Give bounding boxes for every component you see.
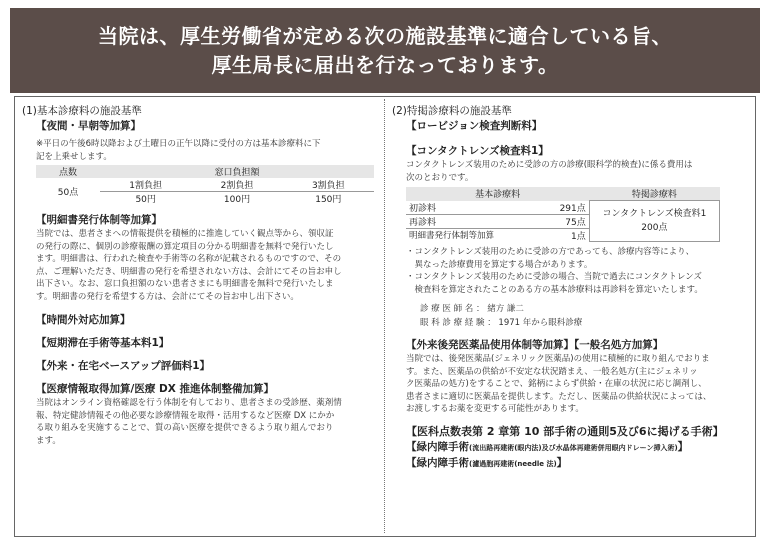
generic-line: す。また、医薬品の供給が不安定な状況踏まえ、一般名処方(主にジェネリッ <box>406 366 698 377</box>
surgery-item-1-end: 】 <box>677 440 689 453</box>
banner-line-1: 当院は、厚生労働省が定める次の施設基準に適合している旨、 <box>98 23 672 48</box>
doctor-name: 診 療 医 師 名 ： 緒方 謙二 <box>420 304 524 314</box>
special-fee-name: コンタクトレンズ検査料1 <box>602 209 707 219</box>
tier-3: 3割負担 <box>283 178 374 192</box>
generic-body <box>392 353 752 416</box>
statement-line: 点、ご理解いただき、明細書の発行を希望されない方は、会計にてその旨お申し <box>36 266 342 277</box>
dx-line: 当院はオンライン資格確認を行う体制を有しており、患者さまの受診歴、薬剤情 <box>36 398 342 408</box>
dx-line: ます。 <box>36 435 61 446</box>
burden-table <box>36 165 374 205</box>
contact-note-line: ・コンタクトレンズ装用のために受診の場合、当院で過去にコンタクトレンズ <box>406 272 702 282</box>
surgery-item-2-sub: (濾過胞再建術(needle 法) <box>469 459 557 468</box>
contact-notes <box>392 246 752 296</box>
after-hours-heading: 【時間外対応加算】 <box>36 314 131 326</box>
tier-1: 1割負担 <box>100 178 191 192</box>
baseup-heading: 【外来・在宅ベースアップ評価料1】 <box>36 360 211 372</box>
contact-note-line: 検査料を算定されたことのある方の基本診療料は再診料を算定いたします。 <box>406 284 703 295</box>
generic-heading: 【外来後発医薬品使用体制等加算】【一般名処方加算】 <box>406 339 664 351</box>
column-divider <box>384 99 385 533</box>
amount-3: 150円 <box>315 195 342 205</box>
night-note-2: 記を上乗せします。 <box>36 151 112 162</box>
statement-line: の発行の際に、個別の診療報酬の算定項目の分かる明細書を無料で発行いたし <box>36 241 334 252</box>
short-stay-heading: 【短期滞在手術等基本料1】 <box>36 337 170 349</box>
surgery-item-2-end: 】 <box>556 456 568 469</box>
fee-row-name: 初診料 <box>406 201 541 215</box>
burden-table-header-burden: 窓口負担額 <box>100 165 374 178</box>
contact-fee-table <box>406 187 720 242</box>
contact-table-header-basic: 基本診療料 <box>406 187 589 201</box>
dx-line: 報、特定健診情報その他必要な診療情報を取得・活用するなど医療 DX にかか <box>36 410 335 421</box>
generic-line: 患者さまに適切に医薬品を提供します。ただし、医薬品の供給状況によっては、 <box>406 391 712 402</box>
statement-line: ます。明細書は、行われた検査や手術等の名称が記載されるものですので、その <box>36 254 342 264</box>
night-note-1: ※平日の午後6時以降および土曜日の正午以降に受付の方は基本診療料に下 <box>36 139 321 149</box>
generic-line: 当院では、後発医薬品(ジェネリック医薬品)の使用に積極的に取り組んでおりま <box>406 354 710 364</box>
doctor-experience: 眼 科 診 療 経 験 ： 1971 年から眼科診療 <box>420 318 583 328</box>
surgery-item-1-sub: (流出路再建術(眼内法)及び水晶体再建術併用眼内ドレーン挿入術) <box>469 443 678 452</box>
fee-row-name: 明細書発行体制等加算 <box>409 231 495 241</box>
special-fee-section-title: (2)特掲診療料の施設基準 <box>392 105 512 117</box>
fee-row-value: 1点 <box>571 231 586 242</box>
dx-line: る取り組みを実施することで、質の高い医療を提供できるよう取り組んでおり <box>36 423 334 433</box>
fee-row-name: 再診料 <box>406 214 541 228</box>
fee-row-value: 75点 <box>541 214 589 228</box>
statement-heading: 【明細書発行体制等加算】 <box>36 214 162 226</box>
statement-line: す。明細書の発行を希望する方は、会計にてその旨お申し出下さい。 <box>36 291 299 302</box>
left-column <box>22 100 378 447</box>
burden-table-header-points: 点数 <box>36 165 100 178</box>
fee-row-value: 291点 <box>541 201 589 215</box>
dx-heading: 【医療情報取得加算/医療 DX 推進体制整備加算】 <box>36 383 274 395</box>
amount-1: 50円 <box>135 195 156 205</box>
contact-intro-1: コンタクトレンズ装用のために受診の方の診療(眼科学的検査)に係る費用は <box>406 160 693 170</box>
dx-body <box>22 397 378 447</box>
statement-line: 当院では、患者さまへの情報提供を積極的に推進していく観点等から、領収証 <box>36 229 334 239</box>
burden-table-points: 50点 <box>57 188 79 198</box>
contact-heading: 【コンタクトレンズ検査料1】 <box>406 145 549 157</box>
surgery-item-2-main: 【緑内障手術 <box>406 456 469 469</box>
low-vision-heading: 【ロービジョン検査判断料】 <box>406 120 543 132</box>
basic-fee-section-title: (1)基本診療料の施設基準 <box>22 105 142 117</box>
contact-table-header-special: 特掲診療料 <box>589 187 719 201</box>
surgery-item-2 <box>406 456 752 472</box>
tier-2: 2割負担 <box>191 178 282 192</box>
statement-line: 出下さい。なお、窓口負担額のない患者さまにも明細書を無料で発行いたしま <box>36 279 334 289</box>
surgery-item-1-main: 【緑内障手術 <box>406 440 469 453</box>
statement-body <box>22 228 378 303</box>
banner-line-2: 厚生局長に届出を行なっております。 <box>211 52 559 77</box>
special-fee-cell <box>589 201 719 242</box>
night-heading: 【夜間・早朝等加算】 <box>36 120 141 132</box>
right-column <box>392 100 752 472</box>
contact-intro-2: 次のとおりです。 <box>406 172 474 183</box>
header-banner <box>10 8 760 93</box>
generic-line: ク医薬品の処方)をすることで、銘柄によらず供給・在庫の状況に応じ調剤し、 <box>406 379 707 389</box>
contact-note-line: ・コンタクトレンズ装用のために受診の方であっても、診療内容等により、 <box>406 247 695 257</box>
surgery-heading: 【医科点数表第 2 章第 10 部手術の通則5及び6に掲げる手術】 <box>406 424 724 438</box>
surgery-item-1 <box>406 440 752 456</box>
contact-note-line: 異なった診療費用を算定する場合があります。 <box>406 259 593 270</box>
special-fee-points: 200点 <box>641 223 668 233</box>
amount-2: 100円 <box>223 195 251 205</box>
generic-line: お渡しするお薬を変更する可能性があります。 <box>406 404 584 414</box>
